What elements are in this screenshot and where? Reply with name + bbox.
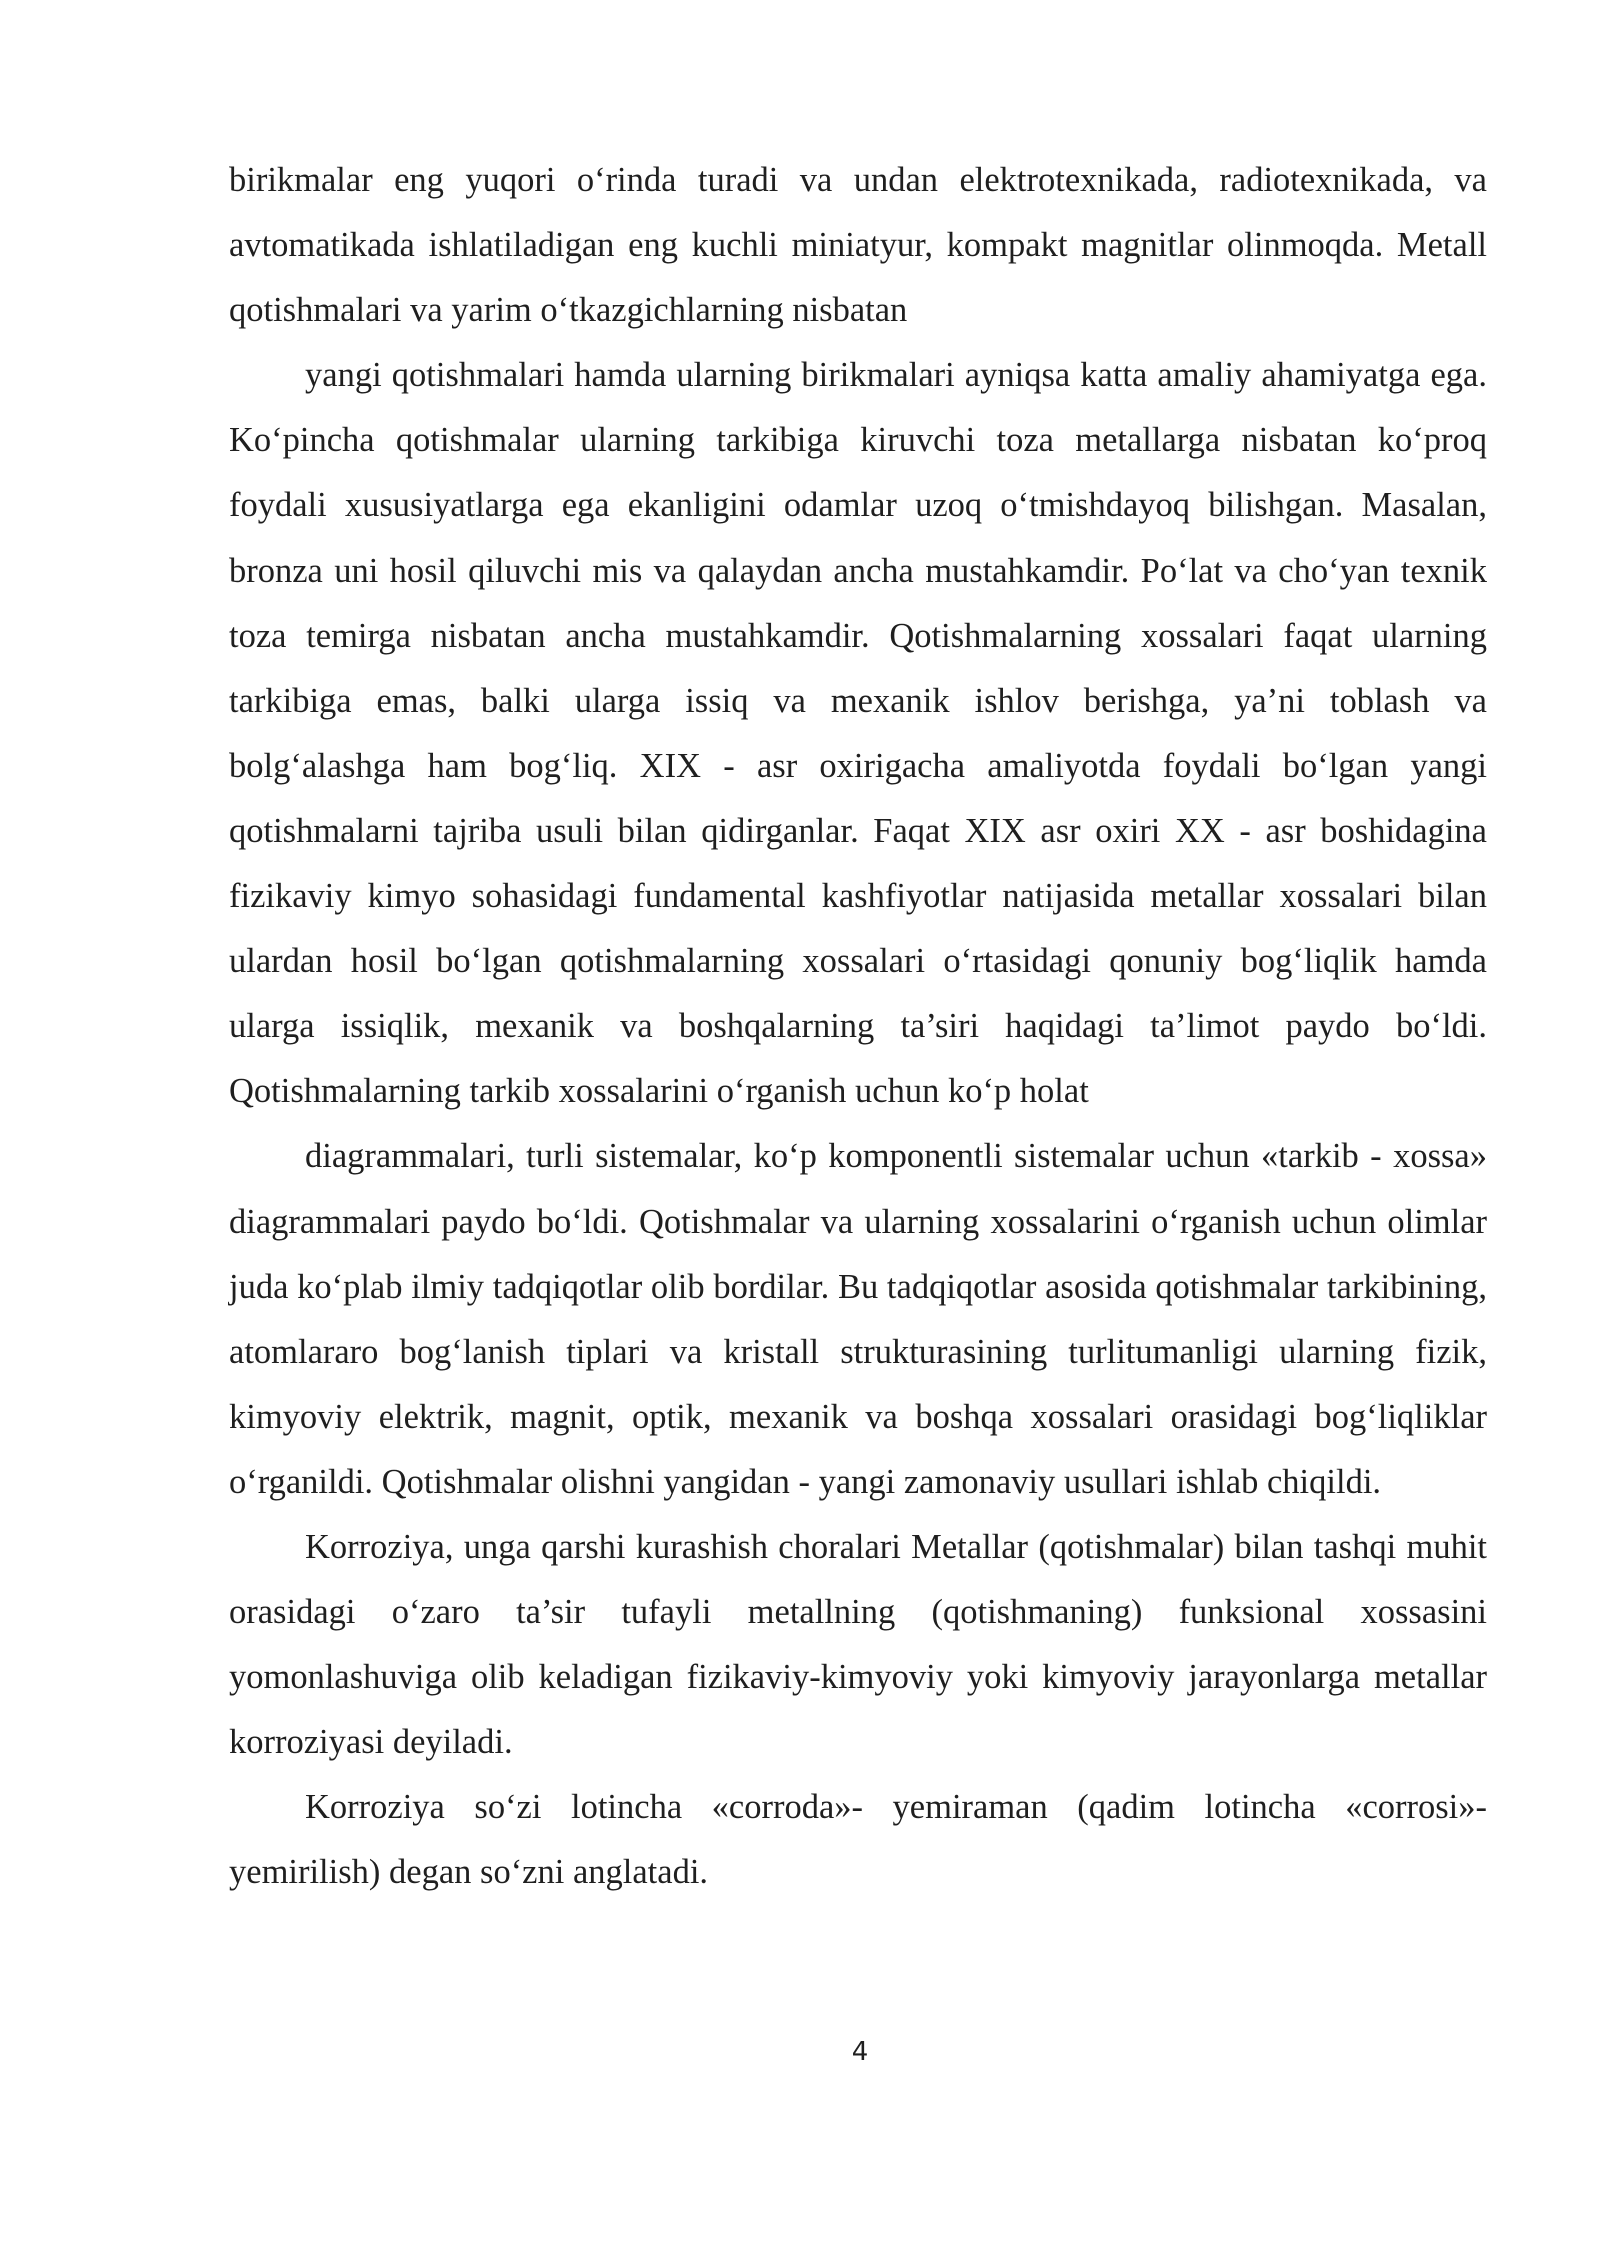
document-body [229, 148, 1487, 1906]
paragraph-3: diagrammalari, turli sistemalar, ko‘p komponentli sistemalar uchun «tarkib - xossa» diagrammalari paydo bo‘ldi. Qotishmalar va ularning xossalarini o‘rganish uchun olimlar juda ko‘plab ilmiy tadqiqotlar olib bordilar. Bu tadqiqotlar asosida qotishmalar tarkibining, atomlararo bog‘lanish tiplari va kristall strukturasining turlitumanligi ularning fizik, kimyoviy elektrik, magnit, optik, mexanik va boshqa xossalari orasidagi bog‘liqliklar o‘rganildi. Qotishmalar olishni yangidan - yangi zamonaviy usullari ishlab chiqildi. [229, 1137, 1487, 1501]
paragraph-4: Korroziya, unga qarshi kurashish choralari Metallar (qotishmalar) bilan tashqi muhit orasidagi o‘zaro ta’sir tufayli metallning (qotishmaning) funksional xossasini yomonlashuviga olib keladigan fizikaviy-kimyoviy yoki kimyoviy jarayonlarga metallar korroziyasi deyiladi. [229, 1527, 1487, 1762]
page-number: 4 [851, 2037, 869, 2067]
paragraph-1: birikmalar eng yuqori o‘rinda turadi va undan elektrotexnikada, radiotexnikada, va avtomatikada ishlatiladigan eng kuchli miniatyur, kompakt magnitlar olinmoqda. Metall qotishmalari va yarim o‘tkazgichlarning nisbatan [229, 161, 1487, 330]
paragraph-2: yangi qotishmalari hamda ularning birikmalari ayniqsa katta amaliy ahamiyatga ega. Ko‘pincha qotishmalar ularning tarkibiga kiruvchi toza metallarga nisbatan ko‘proq foydali xususiyatlarga ega ekanligini odamlar uzoq o‘tmishdayoq bilishgan. Masalan, bronza uni hosil qiluvchi mis va qalaydan ancha mustahkamdir. Po‘lat va cho‘yan texnik toza temirga nisbatan ancha mustahkamdir. Qotishmalarning xossalari faqat ularning tarkibiga emas, balki ularga issiq va mexanik ishlov berishga, ya’ni toblash va bolg‘alashga ham bog‘liq. XIX - asr oxirigacha amaliyotda foydali bo‘lgan yangi qotishmalarni tajriba usuli bilan qidirganlar. Faqat XIX asr oxiri XX - asr boshidagina fizikaviy kimyo sohasidagi fundamental kashfiyotlar natijasida metallar xossalari bilan ulardan hosil bo‘lgan qotishmalarning xossalari o‘rtasidagi qonuniy bog‘liqlik hamda ularga issiqlik, mexanik va boshqalarning ta’siri haqidagi ta’limot paydo bo‘ldi. Qotishmalarning tarkib xossalarini o‘rganish uchun ko‘p holat [229, 356, 1487, 1111]
paragraph-5: Korroziya so‘zi lotincha «corroda»- yemiraman (qadim lotincha «corrosi»- yemirilish) degan so‘zni anglatadi. [229, 1788, 1487, 1892]
